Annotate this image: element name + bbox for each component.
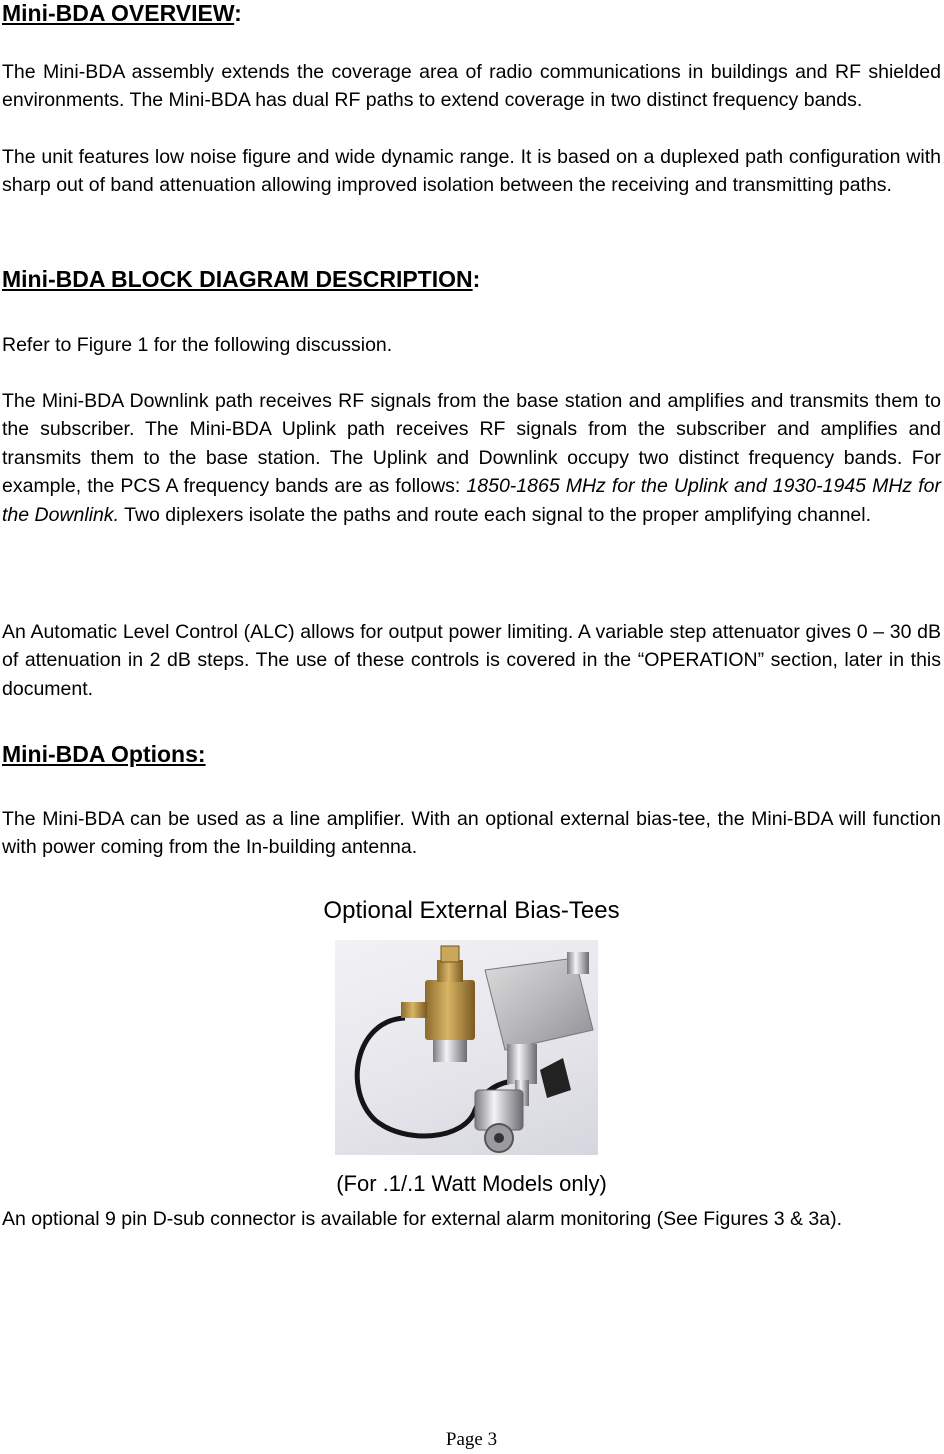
block-diagram-paragraph-1: Refer to Figure 1 for the following discussion. xyxy=(2,334,393,356)
overview-paragraph-1: The Mini-BDA assembly extends the coverage area of radio communications in buildings and RF shielded environments. The Mini-BDA has dual RF paths to extend coverage in two distinct frequency bands. xyxy=(2,61,941,112)
options-paragraph-1: The Mini-BDA can be used as a line amplifier. With an optional external bias-tee, the Mini-BDA will function with power coming from the In-building antenna. xyxy=(2,808,941,859)
overview-paragraph-2: The unit features low noise figure and wide dynamic range. It is based on a duplexed path configuration with sharp out of band attenuation allowing improved isolation between the receiving and transmitting paths. xyxy=(2,146,941,197)
options-paragraph-2: An optional 9 pin D-sub connector is available for external alarm monitoring (See Figures 3 & 3a). xyxy=(2,1208,843,1230)
frequency-band-note: 1850-1865 MHz for the Uplink and 1930-1945 MHz for the Downlink. xyxy=(2,475,941,526)
figure-title: Optional External Bias-Tees xyxy=(323,897,620,924)
brass-bias-tee xyxy=(425,980,475,1040)
block-diagram-paragraph-3: An Automatic Level Control (ALC) allows for output power limiting. A variable step attenuator gives 0 – 30 dB of attenuation in 2 dB steps. The use of these controls is covered in the “OPERATION” section, later in this document. xyxy=(2,621,941,700)
page-number: Page 3 xyxy=(445,1429,498,1450)
block-diagram-heading: Mini-BDA BLOCK DIAGRAM DESCRIPTION: xyxy=(2,266,481,292)
figure-caption: (For .1/.1 Watt Models only) xyxy=(336,1171,607,1196)
block-diagram-paragraph-2: The Mini-BDA Downlink path receives RF signals from the base station and amplifies and transmits them to the subscriber. The Mini-BDA Uplink path receives RF signals from the subscriber and amplifies and transmits them to the base station. The Uplink and Downlink occupy two distinct frequency bands. For example, the PCS A frequency bands are as follows: 1850-1865 MHz for the Uplink and 1930-1945 MHz for the Downlink. Two diplexers isolate the paths and route each signal to the proper amplifying channel. xyxy=(2,390,941,526)
bias-tee-photo xyxy=(335,940,598,1155)
options-heading: Mini-BDA Options: xyxy=(2,741,206,767)
bias-tee-illustration xyxy=(335,940,598,1155)
overview-heading: Mini-BDA OVERVIEW: xyxy=(2,0,242,26)
